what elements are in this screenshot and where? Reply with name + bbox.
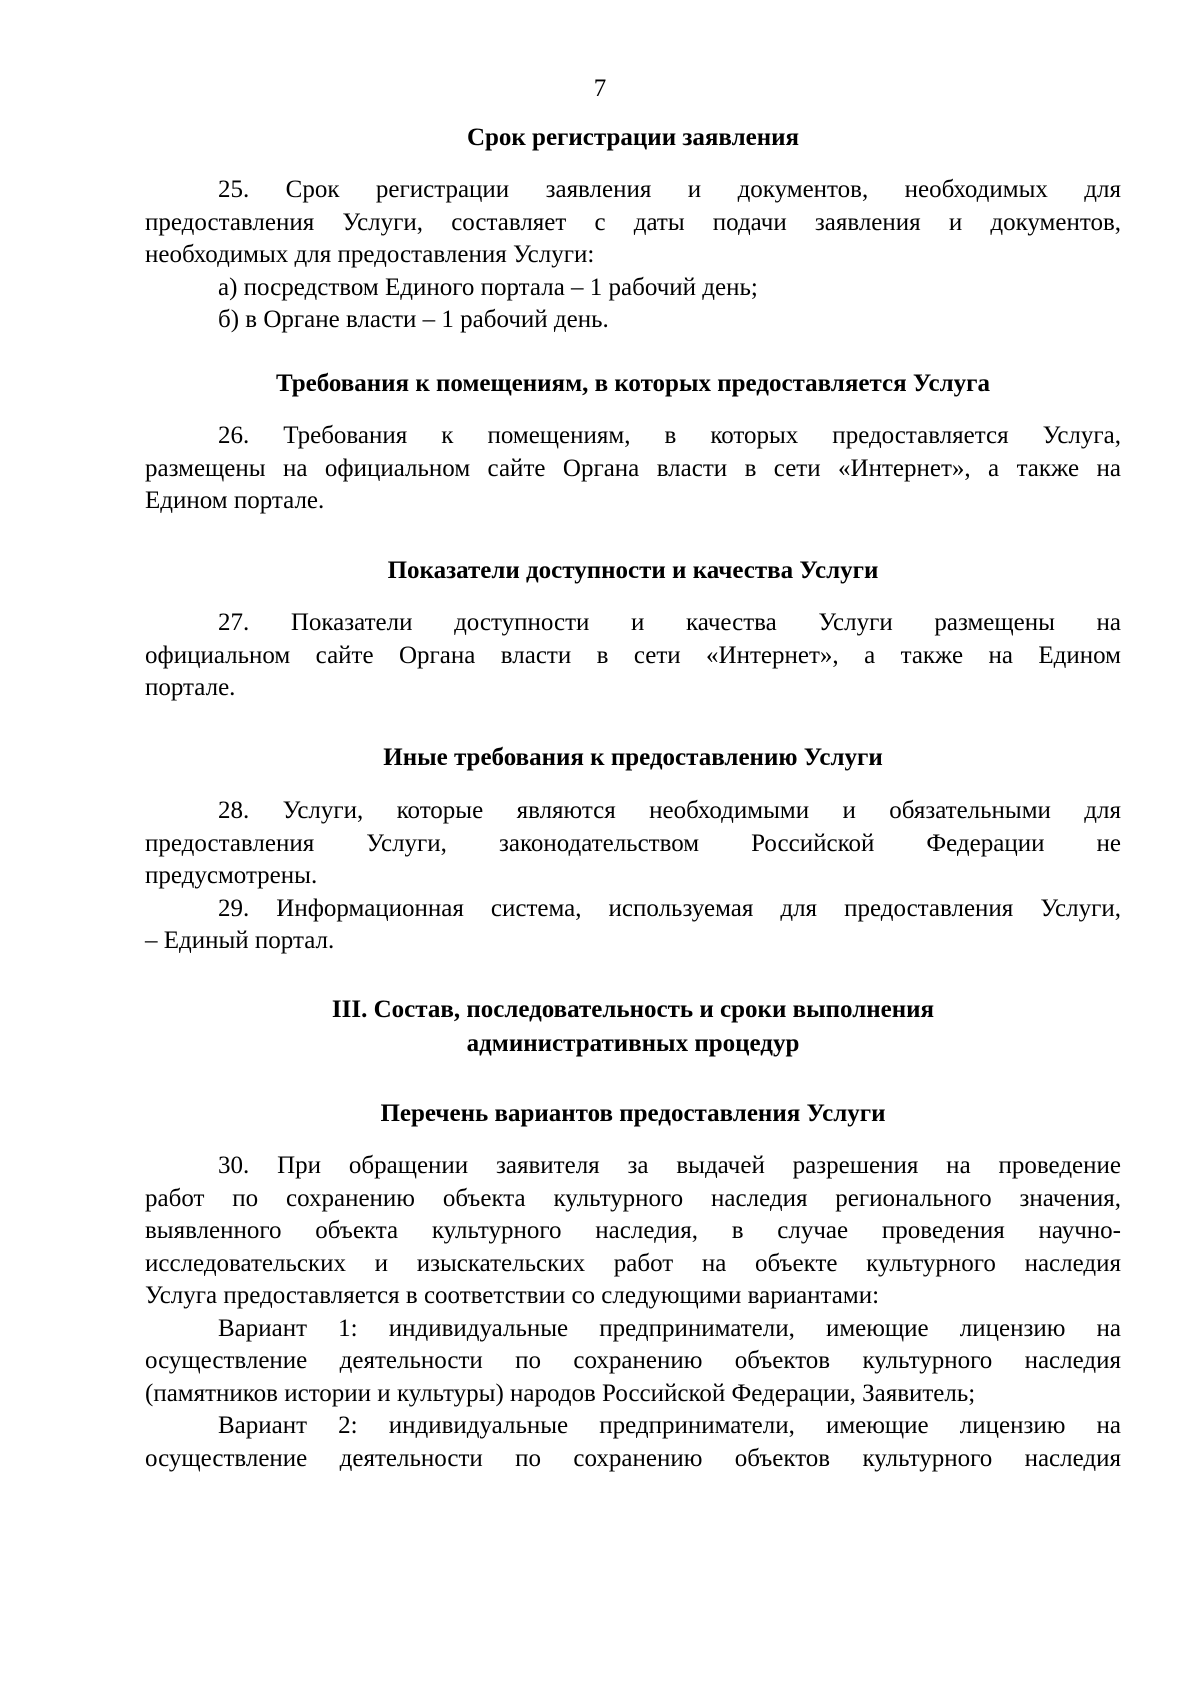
paragraph-line: предусмотрены. <box>145 862 318 889</box>
paragraph-25 <box>145 174 1121 337</box>
heading-availability-quality: Показатели доступности и качества Услуги <box>387 557 879 584</box>
paragraph-27 <box>145 607 1121 705</box>
paragraph-line: 28. Услуги, которые являются необходимыми и обязательными для <box>218 797 1121 824</box>
chapter-heading-line: III. Состав, последовательность и сроки выполнения <box>331 996 935 1023</box>
chapter-heading <box>145 993 1121 1061</box>
list-item-a: а) посредством Единого портала – 1 рабочий день; <box>218 273 758 301</box>
paragraph-line: работ по сохранению объекта культурного наследия регионального значения, <box>145 1184 1121 1212</box>
heading-other-requirements: Иные требования к предоставлению Услуги <box>383 744 883 771</box>
paragraph-line: исследовательских и изыскательских работ на объекте культурного наследия <box>145 1249 1121 1277</box>
page-number: 7 <box>593 75 607 102</box>
variant-1-line: осуществление деятельности по сохранению объектов культурного наследия <box>145 1347 1121 1374</box>
paragraph-line: предоставления Услуги, составляет с даты подачи заявления и документов, <box>145 208 1121 236</box>
paragraph-28-29 <box>145 795 1121 958</box>
paragraph-line: 26. Требования к помещениям, в которых предоставляется Услуга, <box>218 422 1121 449</box>
paragraph-line: размещены на официальном сайте Органа власти в сети «Интернет», а также на <box>145 454 1121 482</box>
chapter-heading-line: административных процедур <box>466 1030 800 1057</box>
list-item-b: б) в Органе власти – 1 рабочий день. <box>218 306 609 333</box>
paragraph-26 <box>145 420 1121 518</box>
variant-1-line: (памятников истории и культуры) народов Российской Федерации, Заявитель; <box>145 1379 976 1407</box>
paragraph-line: 27. Показатели доступности и качества Услуги размещены на <box>218 609 1121 636</box>
variant-1-line: Вариант 1: индивидуальные предприниматели, имеющие лицензию на <box>218 1314 1121 1342</box>
variant-2-line: осуществление деятельности по сохранению объектов культурного наследия <box>145 1444 1121 1472</box>
paragraph-line: 29. Информационная система, используемая для предоставления Услуги, <box>218 894 1121 922</box>
paragraph-line: Едином портале. <box>145 487 325 514</box>
paragraph-line: официальном сайте Органа власти в сети «Интернет», а также на Едином <box>145 641 1121 669</box>
heading-service-variants: Перечень вариантов предоставления Услуги <box>380 1100 886 1127</box>
paragraph-line: 25. Срок регистрации заявления и документов, необходимых для <box>218 176 1121 203</box>
paragraph-line: 30. При обращении заявителя за выдачей разрешения на проведение <box>218 1152 1121 1179</box>
paragraph-line: Услуга предоставляется в соответствии со следующими вариантами: <box>145 1282 880 1309</box>
paragraph-30 <box>145 1150 1121 1475</box>
paragraph-line: портале. <box>145 674 236 701</box>
variant-2-line: Вариант 2: индивидуальные предприниматели, имеющие лицензию на <box>218 1412 1121 1439</box>
paragraph-line: необходимых для предоставления Услуги: <box>145 241 595 268</box>
heading-premises-requirements: Требования к помещениям, в которых предоставляется Услуга <box>275 370 991 397</box>
paragraph-line: выявленного объекта культурного наследия, в случае проведения научно- <box>145 1217 1121 1244</box>
heading-registration-term: Срок регистрации заявления <box>466 124 800 151</box>
paragraph-line: предоставления Услуги, законодательством Российской Федерации не <box>145 829 1121 857</box>
paragraph-line: – Единый портал. <box>145 927 335 954</box>
